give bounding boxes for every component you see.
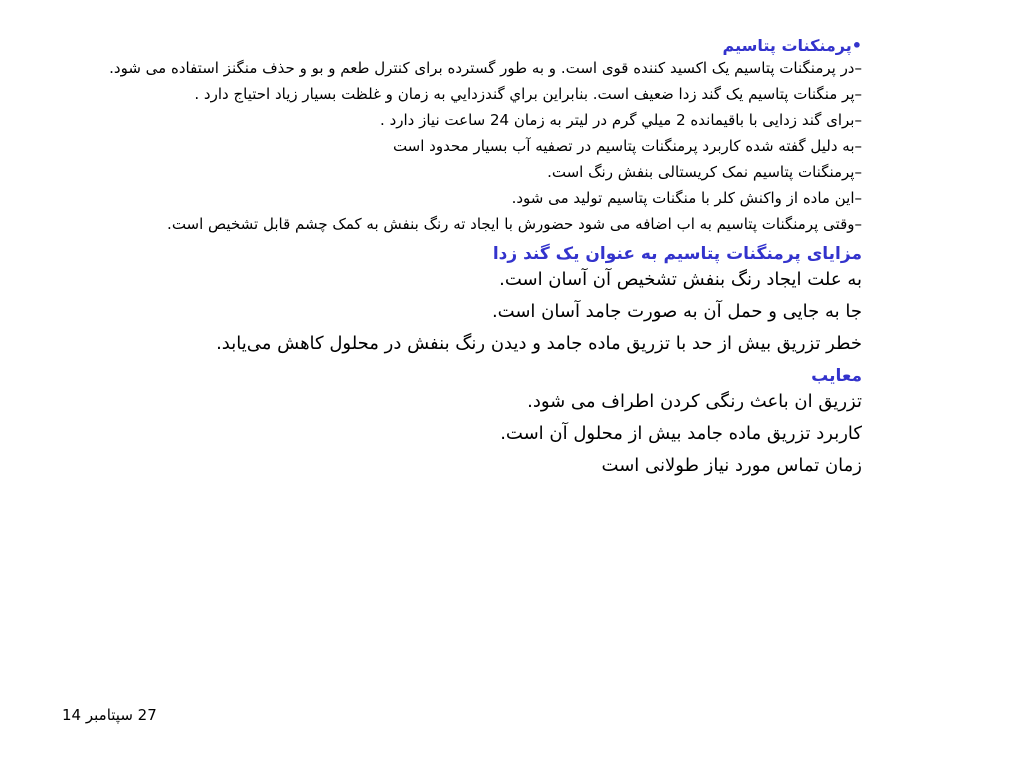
disadvantages-heading: معایب bbox=[811, 366, 862, 386]
disadvantage-item: تزریق ان باعث رنگی کردن اطراف می شود. bbox=[527, 391, 862, 412]
footer-date: 27 سپتامبر 14 bbox=[62, 706, 157, 724]
advantage-item: به علت ایجاد رنگ بنفش تشخیص آن آسان است. bbox=[499, 269, 862, 290]
advantage-item: جا به جایی و حمل آن به صورت جامد آسان است. bbox=[491, 301, 862, 322]
sub-item: –پرمنگنات پتاسیم نمک کریستالی بنفش رنگ است. bbox=[547, 163, 862, 181]
sub-item: –به دلیل گفته شده کاربرد پرمنگنات پتاسیم در تصفیه آب بسیار محدود است bbox=[392, 137, 862, 155]
sub-item: –وقتی پرمنگنات پتاسیم به اب اضافه می شود حضورش با ایجاد ته رنگ بنفش به کمک چشم قابل تشخیص است. bbox=[167, 215, 862, 233]
slide-title: •پرمنکنات پتاسیم bbox=[722, 36, 862, 55]
advantages-heading: مزایای پرمنگنات پتاسیم به عنوان یک گند زدا bbox=[492, 244, 862, 264]
disadvantage-item: کاربرد تزریق ماده جامد بیش از محلول آن است. bbox=[500, 423, 862, 444]
sub-item: –برای گند زدایی با باقیمانده 2 ميلي گرم در ليتر به زمان 24 ساعت نیاز دارد . bbox=[380, 111, 862, 129]
slide-content bbox=[88, 34, 862, 486]
advantage-item: خطر تزریق بیش از حد با تزریق ماده جامد و دیدن رنگ بنفش در محلول کاهش می‌یابد. bbox=[216, 333, 862, 354]
disadvantage-item: زمان تماس مورد نیاز طولانی است bbox=[601, 455, 862, 476]
sub-item: –پر منگنات پتاسیم یک گند زدا ضعیف است. بنابراین براي گندزدايي به زمان و غلظت بسیار زیاد احتیاج دارد . bbox=[194, 85, 862, 103]
sub-item: –در پرمنگنات پتاسیم یک اکسید کننده قوی است. و به طور گسترده برای کنترل طعم و بو و حذف منگنز استفاده می شود. bbox=[109, 59, 862, 77]
sub-item: –این ماده از واکنش کلر با منگنات پتاسیم تولید می شود. bbox=[511, 189, 862, 207]
